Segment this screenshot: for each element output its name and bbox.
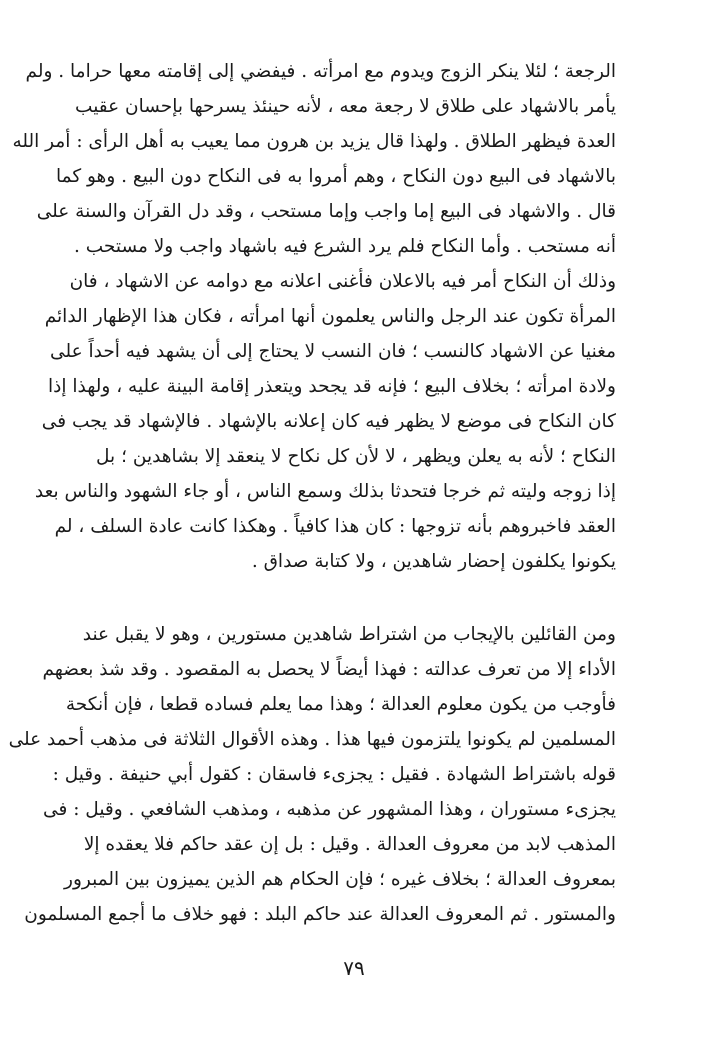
text-line: النكاح ؛ لأنه به يعلن ويظهر ، لا لأن كل نكاح لا ينعقد إلا بشاهدين ؛ بل <box>96 446 616 467</box>
text-line: مغنيا عن الاشهاد كالنسب ؛ فان النسب لا يحتاج إلى أن يشهد فيه أحداً على <box>50 341 616 362</box>
text-line: يجزىء مستوران ، وهذا المشهور عن مذهبه ، ومذهب الشافعي . وقيل : فى <box>43 799 616 820</box>
text-line: يأمر بالاشهاد على طلاق لا رجعة معه ، لأنه حينئذ يسرحها بإحسان عقيب <box>75 96 616 117</box>
text-line: ومن القائلين بالإيجاب من اشتراط شاهدين مستورين ، وهو لا يقبل عند <box>82 624 616 645</box>
text-line: العدة فيظهر الطلاق . ولهذا قال يزيد بن هرون مما يعيب به أهل الرأى : أمر الله <box>12 131 616 152</box>
text-line: فأوجب من يكون معلوم العدالة ؛ وهذا مما يعلم فساده قطعا ، فإن أنكحة <box>65 694 616 715</box>
page-number: ٧٩ <box>343 956 365 980</box>
text-line: قوله باشتراط الشهادة . فقيل : يجزىء فاسقان : كقول أبي حنيفة . وقيل : <box>52 764 616 785</box>
text-line: يكونوا يكلفون إحضار شاهدين ، ولا كتابة صداق . <box>251 551 616 572</box>
text-line: قال . والاشهاد فى البيع إما واجب وإما مستحب ، وقد دل القرآن والسنة على <box>36 201 616 222</box>
text-line: إذا زوجه وليته ثم خرجا فتحدثا بذلك وسمع الناس ، أو جاء الشهود والناس بعد <box>34 481 616 502</box>
text-line: كان النكاح فى موضع لا يظهر فيه كان إعلانه بالإشهاد . فالإشهاد قد يجب فى <box>41 411 616 432</box>
text-line: بالاشهاد فى البيع دون النكاح ، وهم أمروا به فى النكاح دون البيع . وهو كما <box>55 166 616 187</box>
text-line: العقد فاخبروهم بأنه تزوجها : كان هذا كافياً . وهكذا كانت عادة السلف ، لم <box>54 516 616 537</box>
paragraph-2 <box>8 617 616 932</box>
text-line: أنه مستحب . وأما النكاح فلم يرد الشرع فيه باشهاد واجب ولا مستحب . <box>74 236 616 257</box>
text-line: بمعروف العدالة ؛ بخلاف غيره ؛ فإن الحكام هم الذين يميزون بين المبرور <box>64 869 616 890</box>
text-line: المرأة تكون عند الرجل والناس يعلمون أنها امرأته ، فكان هذا الإظهار الدائم <box>44 306 616 327</box>
text-line: المذهب لابد من معروف العدالة . وقيل : بل إن عقد حاكم فلا يعقده إلا <box>83 834 616 855</box>
text-line: المسلمين لم يكونوا يلتزمون فيها هذا . وهذه الأقوال الثلاثة فى مذهب أحمد على <box>8 729 616 750</box>
paragraph-1 <box>12 54 616 579</box>
text-line: ولادة امرأته ؛ بخلاف البيع ؛ فإنه قد يجحد ويتعذر إقامة البينة عليه ، ولهذا إذا <box>47 376 616 397</box>
text-line: وذلك أن النكاح أمر فيه بالاعلان فأغنى اعلانه مع دوامه عن الاشهاد ، فان <box>69 271 616 292</box>
text-line: الأداء إلا من تعرف عدالته : فهذا أيضاً لا يحصل به المقصود . وقد شذ بعضهم <box>42 659 616 680</box>
text-line: الرجعة ؛ لئلا ينكر الزوج ويدوم مع امرأته . فيفضي إلى إقامته معها حراما . ولم <box>25 61 616 82</box>
text-line: والمستور . ثم المعروف العدالة عند حاكم البلد : فهو خلاف ما أجمع المسلمون <box>24 904 616 925</box>
